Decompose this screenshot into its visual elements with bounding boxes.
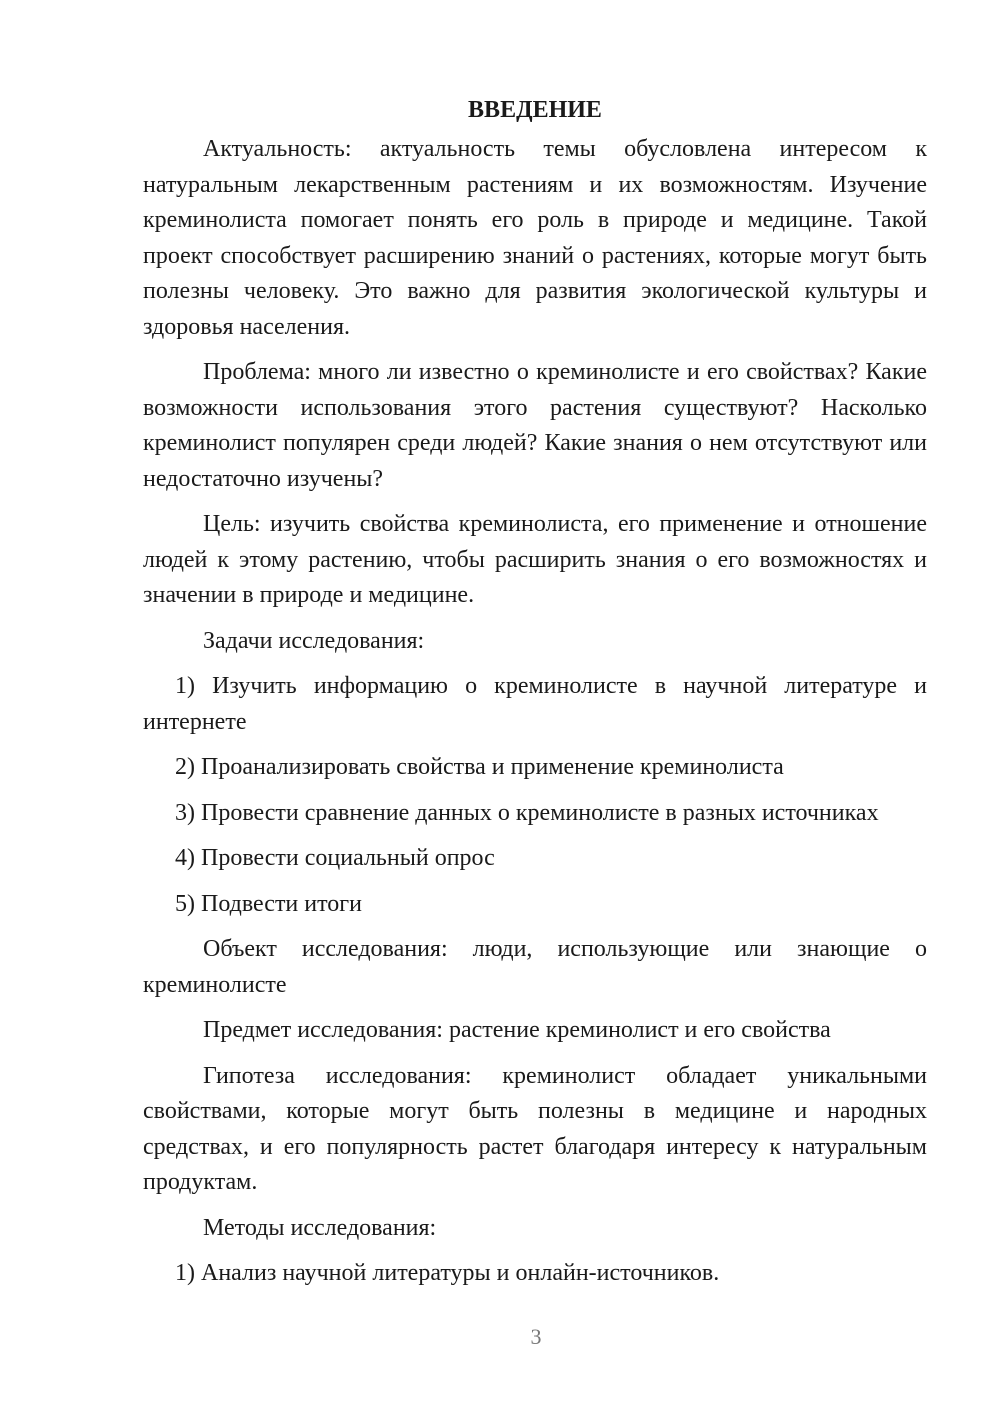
hypothesis-paragraph: Гипотеза исследования: креминолист обладает уникальными свойствами, которые могут быть полезны в медицине и народных средствах, и его популярность растет благодаря интересу к натуральным продуктам.: [143, 1062, 927, 1195]
method-item: 1) Анализ научной литературы и онлайн-источников.: [175, 1260, 720, 1286]
task-item: 2) Проанализировать свойства и применение креминолиста: [175, 754, 784, 780]
task-item: 5) Подвести итоги: [175, 890, 362, 917]
methods-heading: Методы исследования:: [203, 1214, 437, 1241]
object-paragraph: Объект исследования: люди, использующие или знающие о креминолисте: [143, 936, 927, 998]
goal-paragraph: Цель: изучить свойства креминолиста, его применение и отношение людей к этому растению, чтобы расширить знания о его возможностях и значении в природе и медицине.: [143, 511, 927, 608]
task-item: 1) Изучить информацию о креминолисте в научной литературе и интернете: [143, 673, 927, 735]
page-number: 3: [530, 1324, 542, 1349]
subject-paragraph: Предмет исследования: растение креминолист и его свойства: [203, 1017, 831, 1043]
document-page: [143, 92, 927, 1302]
task-item: 3) Провести сравнение данных о креминолисте в разных источниках: [175, 799, 879, 826]
tasks-heading: Задачи исследования:: [203, 627, 425, 654]
task-item: 4) Провести социальный опрос: [175, 845, 495, 871]
problem-paragraph: Проблема: много ли известно о креминолисте и его свойствах? Какие возможности использования этого растения существуют? Насколько креминолист популярен среди людей? Какие знания о нем отсутствуют или недостаточно изучены?: [143, 359, 927, 492]
page-title: ВВЕДЕНИЕ: [468, 97, 602, 123]
relevance-paragraph: Актуальность: актуальность темы обусловлена интересом к натуральным лекарственным растениям и их возможностям. Изучение креминолиста помогает понять его роль в природе и медицине. Такой проект способствует расширению знаний о растениях, которые могут быть полезны человеку. Это важно для развития экологической культуры и здоровья населения.: [143, 136, 927, 340]
